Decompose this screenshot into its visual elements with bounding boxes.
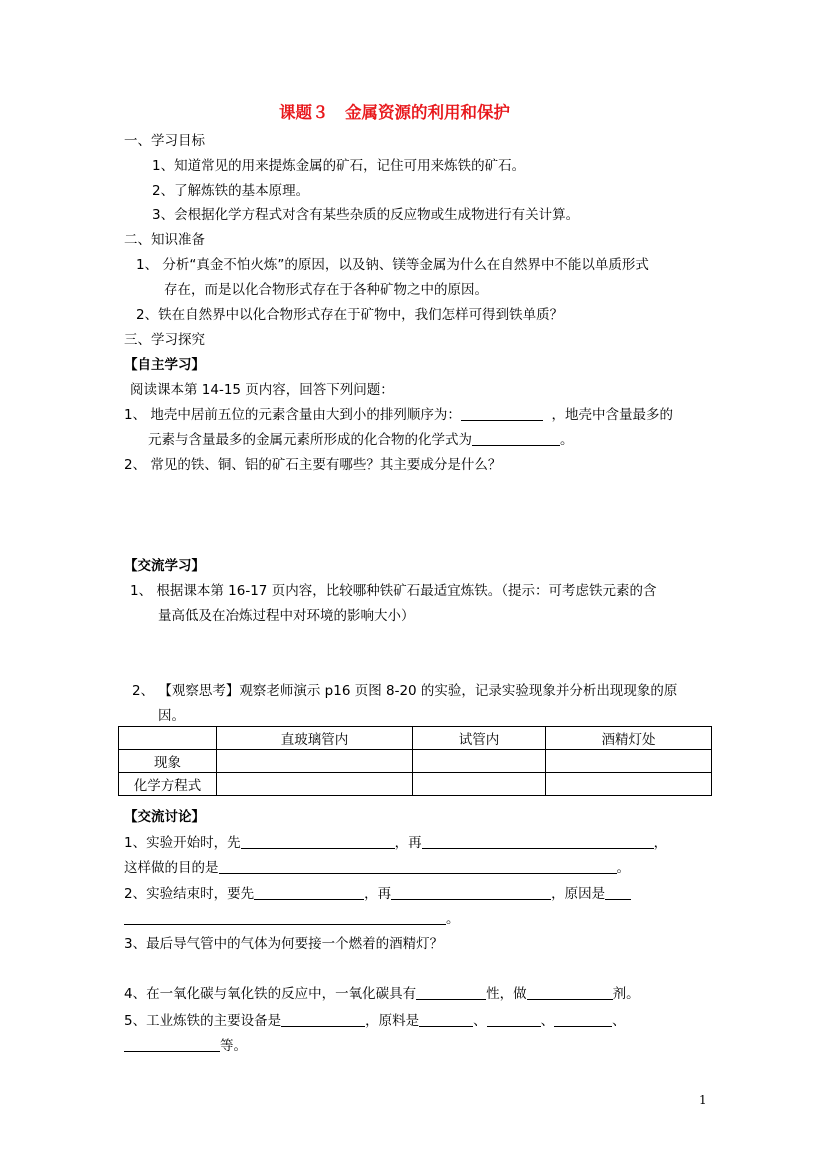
table-header-row	[119, 727, 712, 750]
question-1-line-1: 1、 地壳中居前五位的元素含量由大到小的排列顺序为： ，地壳中含量最多的	[124, 407, 673, 423]
discussion-5-line-1: 5、工业炼铁的主要设备是 ，原料是 、 、 、	[124, 1013, 626, 1029]
table-cell[interactable]	[546, 773, 712, 796]
discussion-2-line-2: 。	[124, 910, 460, 928]
table-cell[interactable]	[413, 750, 546, 773]
exchange-item-1-line-2: 量高低及在冶炼过程中对环境的影响大小）	[158, 608, 415, 624]
table-cell[interactable]	[546, 750, 712, 773]
answer-blank-material-4[interactable]	[124, 1037, 220, 1052]
table-cell[interactable]	[217, 773, 413, 796]
table-row	[119, 750, 712, 773]
answer-blank-second-step[interactable]	[422, 834, 654, 849]
table-header-cell: 酒精灯处	[546, 727, 712, 750]
objective-1: 1、知道常见的用来提炼金属的矿石，记住可用来炼铁的矿石。	[152, 158, 526, 174]
discussion-2-line-1: 2、实验结束时，要先 ，再 ，原因是	[124, 885, 631, 903]
exchange-item-2-line-2: 因。	[158, 708, 185, 724]
answer-blank-end-first[interactable]	[254, 885, 364, 900]
answer-blank-agent[interactable]	[527, 985, 613, 1000]
discussion-heading: 【交流讨论】	[124, 809, 205, 825]
answer-blank-reason[interactable]	[124, 910, 446, 925]
objective-3: 3、会根据化学方程式对含有某些杂质的反应物或生成物进行有关计算。	[152, 207, 580, 223]
section-3-heading: 三、学习探究	[124, 332, 205, 348]
question-2: 2、 常见的铁、铜、铝的矿石主要有哪些？其主要成分是什么？	[124, 457, 502, 473]
table-header-cell	[119, 727, 217, 750]
table-row	[119, 773, 712, 796]
observation-table	[118, 726, 712, 796]
answer-blank-reason-start[interactable]	[605, 885, 631, 900]
exchange-item-2-line-1: 2、 【观察思考】观察老师演示 p16 页图 8-20 的实验，记录实验现象并分析出现现象的原	[132, 683, 678, 699]
answer-blank-material-3[interactable]	[554, 1012, 612, 1027]
answer-blank-property[interactable]	[416, 985, 486, 1000]
table-cell[interactable]	[217, 750, 413, 773]
answer-blank-element-order[interactable]	[461, 406, 543, 421]
answer-blank-first-step[interactable]	[241, 834, 395, 849]
reading-note: 阅读课本第 14-15 页内容，回答下列问题：	[130, 382, 394, 398]
table-header-cell: 直玻璃管内	[217, 727, 413, 750]
prep-item-2: 2、铁在自然界中以化合物形式存在于矿物中，我们怎样可得到铁单质？	[136, 307, 564, 323]
objective-2: 2、了解炼铁的基本原理。	[152, 183, 310, 199]
section-1-heading: 一、学习目标	[124, 133, 205, 149]
section-2-heading: 二、知识准备	[124, 232, 205, 248]
answer-blank-purpose[interactable]	[219, 859, 617, 874]
discussion-4: 4、在一氧化碳与氧化铁的反应中，一氧化碳具有 性，做 剂。	[124, 986, 640, 1002]
exchange-item-1-line-1: 1、 根据课本第 16-17 页内容，比较哪种铁矿石最适宜炼铁。（提示：可考虑铁元素的含	[130, 583, 657, 599]
answer-blank-material-2[interactable]	[487, 1012, 541, 1027]
table-cell[interactable]	[413, 773, 546, 796]
page-number: 1	[699, 1093, 707, 1107]
question-1-line-2: 元素与含量最多的金属元素所形成的化合物的化学式为 。	[148, 432, 574, 448]
answer-blank-equipment[interactable]	[281, 1012, 365, 1027]
exchange-study-heading: 【交流学习】	[124, 558, 205, 574]
page-title: 课题３ 金属资源的利用和保护	[279, 103, 510, 122]
row-label-phenomenon: 现象	[119, 750, 217, 773]
row-label-equation: 化学方程式	[119, 773, 217, 796]
discussion-1-line-2: 这样做的目的是 。	[124, 860, 630, 876]
discussion-5-line-2: 等。	[124, 1037, 247, 1055]
answer-blank-compound-formula[interactable]	[472, 431, 560, 446]
prep-item-1-line-2: 存在，而是以化合物形式存在于各种矿物之中的原因。	[164, 282, 488, 298]
table-header-cell: 试管内	[413, 727, 546, 750]
self-study-heading: 【自主学习】	[124, 357, 205, 373]
prep-item-1-line-1: 1、 分析“真金不怕火炼”的原因，以及钠、镁等金属为什么在自然界中不能以单质形式	[136, 257, 649, 273]
discussion-3: 3、最后导气管中的气体为何要接一个燃着的酒精灯？	[124, 936, 444, 952]
answer-blank-end-second[interactable]	[391, 885, 551, 900]
answer-blank-material-1[interactable]	[419, 1012, 473, 1027]
discussion-1-line-1: 1、实验开始时，先 ，再 ，	[124, 835, 668, 851]
